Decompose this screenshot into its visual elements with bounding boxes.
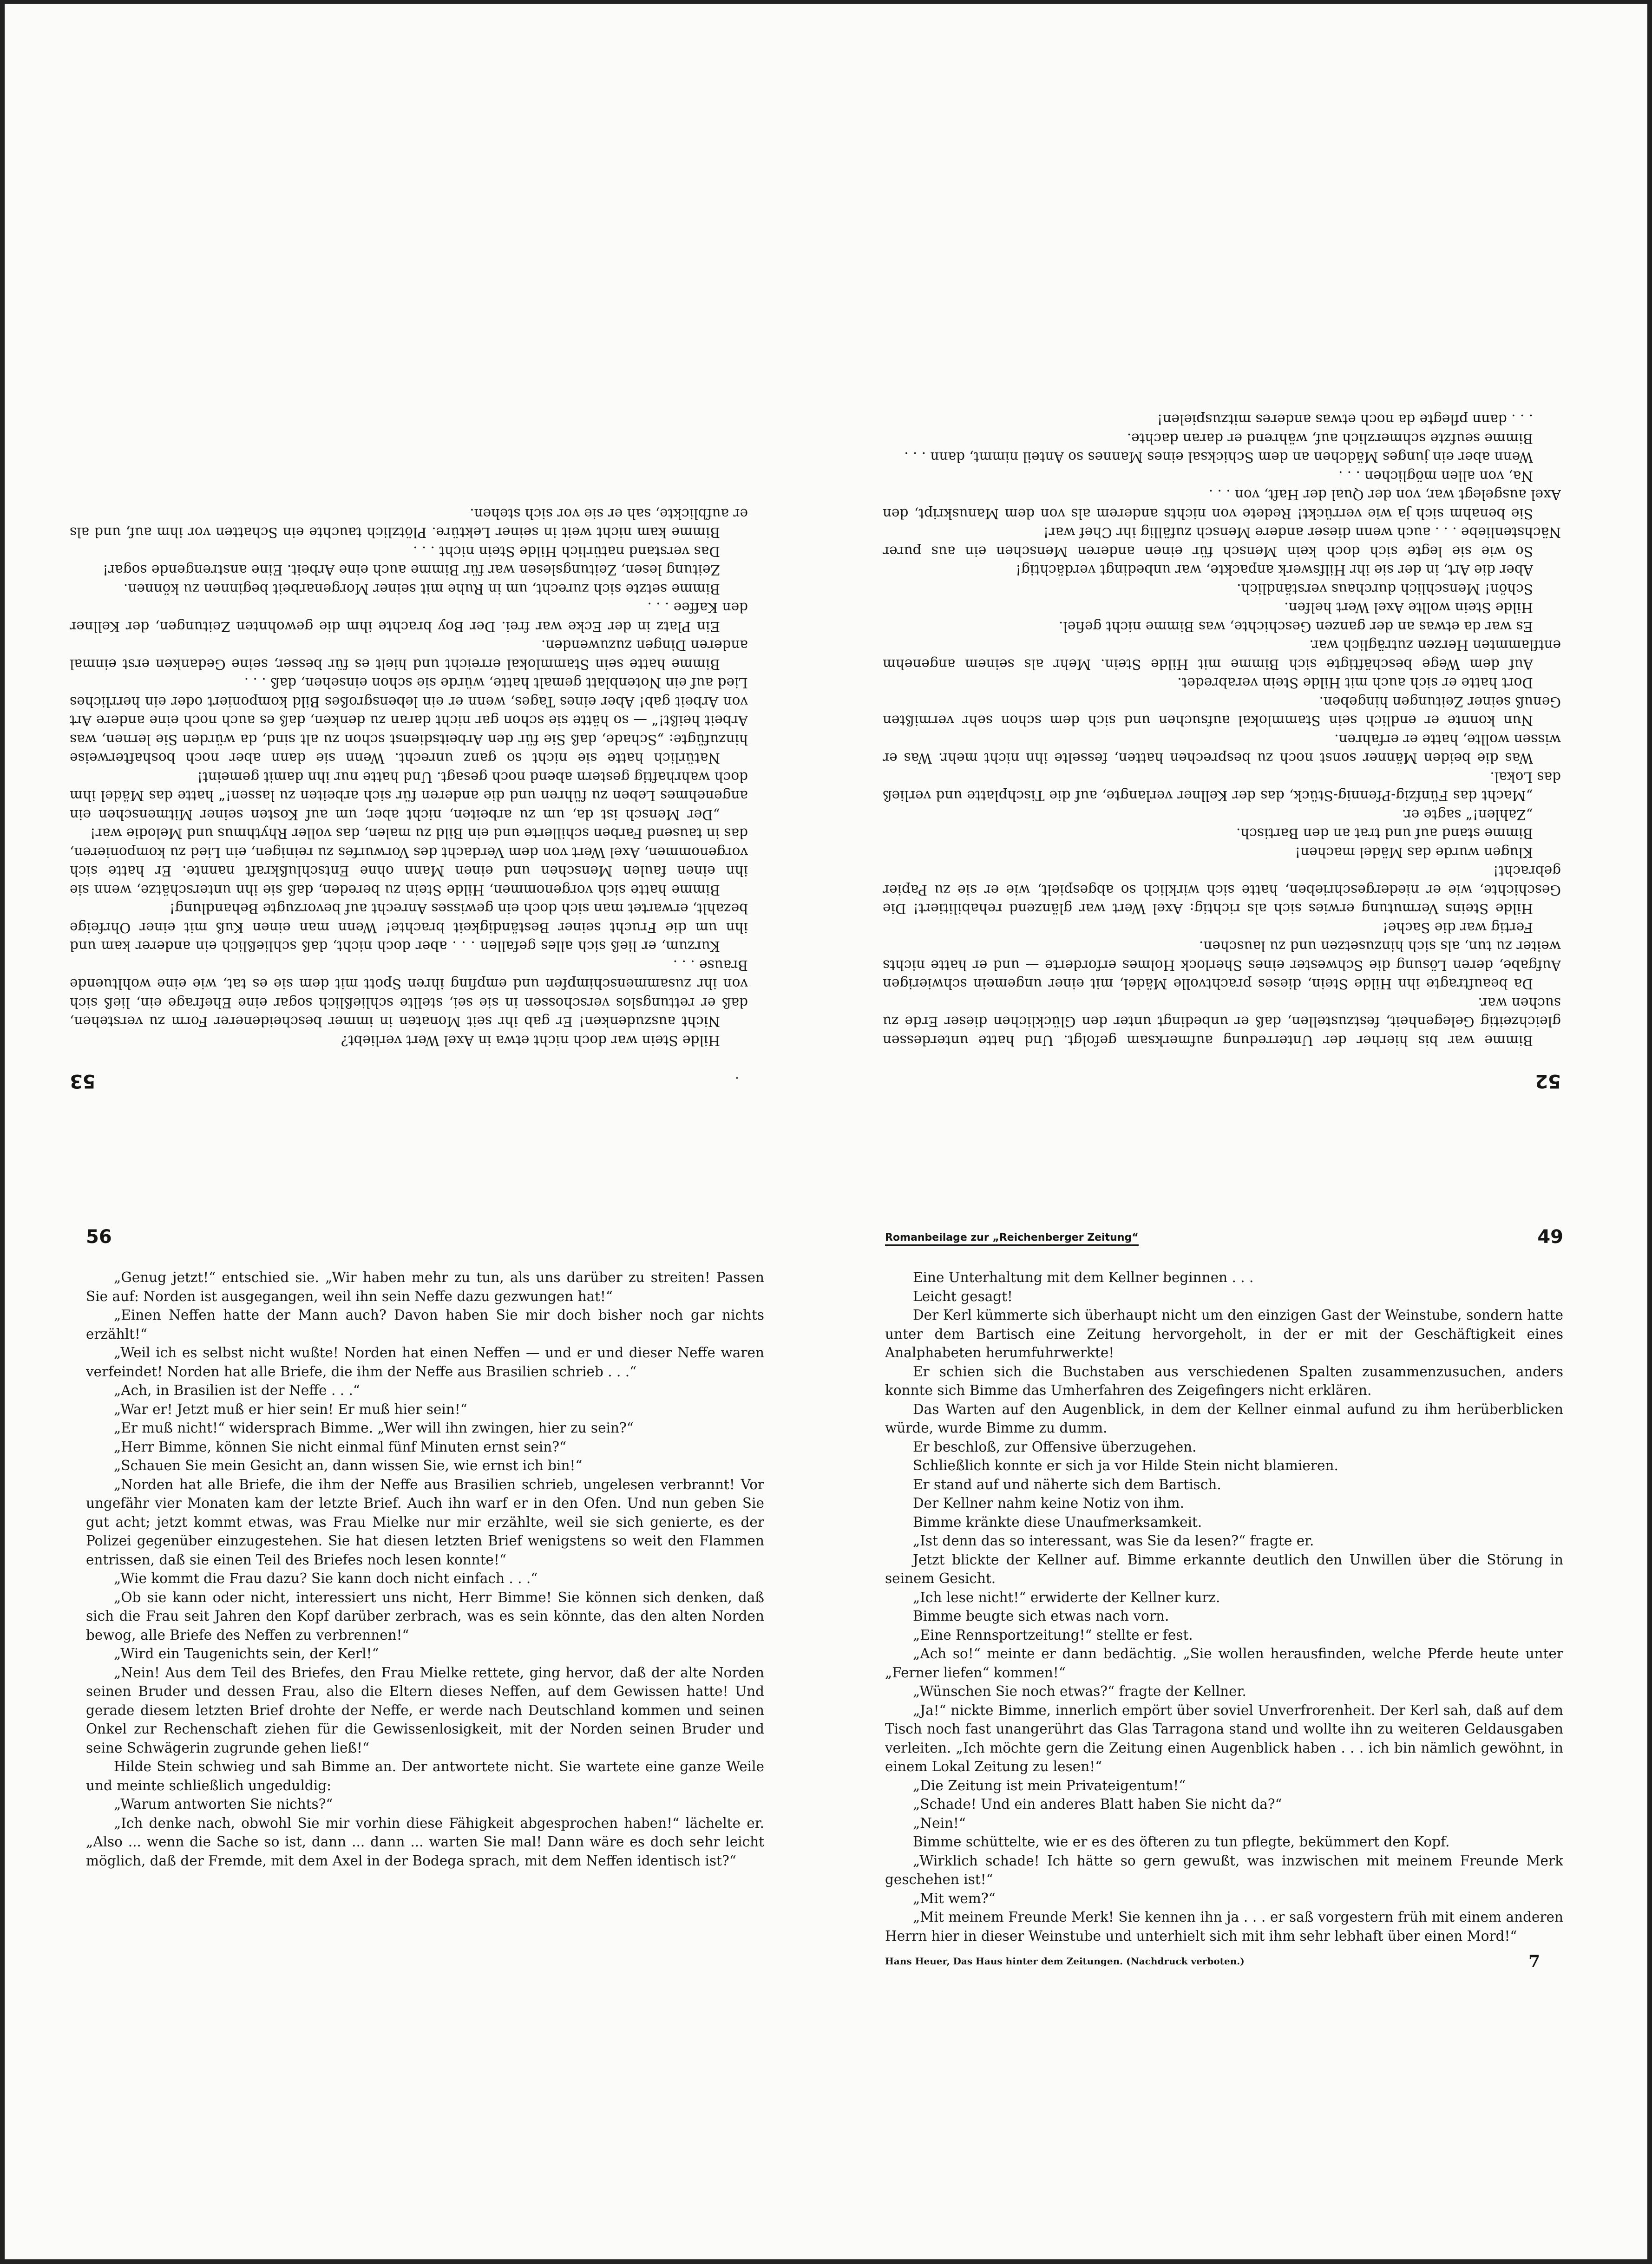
paragraph: „Genug jetzt!“ entschied sie. „Wir haben mehr zu tun, als uns darüber zu streiten! Passen Sie auf: Norden ist ausgegangen, weil ihn sein Neffe dazu gezwungen hat!“	[86, 1269, 764, 1304]
paragraph: Er stand auf und näherte sich dem Bartisch.	[913, 1476, 1221, 1492]
paragraph: Na, von allen möglichen . . .	[1338, 468, 1533, 484]
paragraph: Er schien sich die Buchstaben aus verschiedenen Spalten zusammenzusuchen, anders konnte sich Bimme das Umherfahren des Zeigefingers nicht erklären.	[885, 1363, 1563, 1398]
page-header	[70, 1064, 748, 1092]
page-53	[70, 116, 748, 1092]
paragraph: Bimme seufzte schmerzlich auf, während er daran dachte.	[1127, 431, 1533, 446]
signature-mark: 7	[1528, 1952, 1540, 1971]
page-header	[883, 1064, 1561, 1092]
paragraph: Nun konnte er endlich sein Stammlokal aufsuchen und sich dem schon sehr vermißten Genuß seiner Zeitungen hingeben.	[883, 694, 1561, 729]
paragraph: . . . dann pflegte da noch etwas anderes mitzuspielen!	[1157, 412, 1533, 428]
paragraph: Leicht gesagt!	[913, 1288, 1013, 1304]
paragraph: Jetzt blickte der Kellner auf. Bimme erkannte deutlich den Unwillen über die Störung in seinem Gesicht.	[885, 1551, 1563, 1586]
paragraph: Hilde Stein schwieg und sah Bimme an. Der antwortete nicht. Sie wartete eine ganze Weile und meinte schließlich ungeduldig:	[86, 1759, 764, 1793]
paragraph: Bimme schüttelte, wie er es des öfteren zu tun pflegte, bekümmert den Kopf.	[913, 1834, 1450, 1850]
paragraph: „Ob sie kann oder nicht, interessiert uns nicht, Herr Bimme! Sie können sich denken, daß sich die Frau seit Jahren den Kopf darüber zerbrach, was es sein könnte, das den alten Norden bewog, alle Briefe des Neffen zu verbrennen!“	[86, 1589, 764, 1643]
paragraph: Das Warten auf den Augenblick, in dem der Kellner einmal aufund zu ihm herüberblicken würde, wurde Bimme zu dumm.	[885, 1401, 1563, 1436]
paragraph: „Macht das Fünfzig-Pfennig-Stück, das der Kellner verlangte, auf die Tischplatte und verließ das Lokal.	[883, 769, 1561, 804]
paragraph: „Mit meinem Freunde Merk! Sie kennen ihn ja . . . er saß vorgestern früh mit einem anderen Herrn hier in dieser Weinstube und unterhielt sich mit ihm sehr lebhaft über einen Mord!“	[885, 1909, 1563, 1944]
paragraph: „Schauen Sie mein Gesicht an, dann wissen Sie, wie ernst ich bin!“	[114, 1458, 583, 1473]
paragraph: „War er! Jetzt muß er hier sein! Er muß hier sein!“	[114, 1401, 467, 1417]
page-49	[885, 1226, 1563, 2202]
paragraph: Kurzum, er ließ sich alles gefallen . . . aber doch nicht, daß schließlich ein anderer kam und ihn um die Frucht seiner Beständigkeit brachte! Wenn man einen Kuß mit einer Ohrfeige bezahlt, erwartet man sich doch ein gewisses Anrecht auf bevorzugte Behandlung!	[70, 901, 748, 955]
paragraph: Hilde Stein war doch nicht etwa in Axel Wert verliebt?	[341, 1033, 720, 1048]
paragraph: „Ist denn das so interessant, was Sie da lesen?“ fragte er.	[913, 1533, 1314, 1549]
paragraph: Bimme setzte sich zurecht, um in Ruhe mit seiner Morgenarbeit beginnen zu können.	[123, 581, 720, 597]
page-body	[883, 410, 1561, 1050]
paragraph: „Einen Neffen hatte der Mann auch? Davon haben Sie mir doch bisher noch gar nichts erzählt!“	[86, 1307, 764, 1342]
paragraph: Wenn aber ein junges Mädchen an dem Schicksal eines Mannes so Anteil nimmt, dann . . .	[904, 449, 1533, 465]
paragraph: „Zahlen!“ sagte er.	[1402, 807, 1533, 823]
page-body	[885, 1268, 1563, 1945]
paragraph: Bimme kam nicht weit in seiner Lektüre. Plötzlich tauchte ein Schatten vor ihm auf, und als er aufblickte, sah er sie vor sich stehen.	[70, 506, 748, 541]
paragraph: „Wird ein Taugenichts sein, der Kerl!“	[114, 1646, 379, 1662]
paragraph: „Norden hat alle Briefe, die ihm der Neffe aus Brasilien schrieb, ungelesen verbrannt! Vor ungefähr vier Monaten kam der letzte Brief. Auch ihn warf er in den Ofen. Und nun geben Sie gut acht; jetzt kommt etwas, was Frau Mielke nur mir erzählte, weil sie sich genierte, es der Polizei gegenüber einzugestehen. Sie hat diesen letzten Brief wenigstens so weit den Flammen entrissen, daß sie einen Teil des Briefes noch lesen konnte!“	[86, 1476, 764, 1568]
paragraph: Aber die Art, in der sie ihr Hilfswerk anpackte, war unbedingt verdächtig!	[1016, 562, 1533, 578]
paragraph: „Ich lese nicht!“ erwiderte der Kellner kurz.	[913, 1589, 1220, 1605]
paragraph: Schön! Menschlich durchaus verständlich.	[1237, 581, 1533, 597]
paragraph: Nicht auszudenken! Er gab ihr seit Monaten in immer bescheidenerer Form zu verstehen, daß er rettungslos verschossen in sie sei, stellte schließlich sogar eine Ehefrage ein, ließ sich von ihr zusammenschimpfen und empfing ihren Spott mit dem sie es tat, wie eine wohltuende Brause . . .	[70, 957, 748, 1030]
paragraph: „Ich denke nach, obwohl Sie mir vorhin diese Fähigkeit abgesprochen haben!“ lächelte er. „Also ... wenn die Sache so ist, dann ... dann ... warten Sie mal! Dann wäre es doch sehr leicht möglich, daß der Fremde, mit dem Axel in der Bodega sprach, mit dem Neffen identisch ist?“	[86, 1815, 764, 1869]
paragraph: Bimme hatte sich vorgenommen, Hilde Stein zu bereden, daß sie ihn unterschätze, wenn sie ihn einen faulen Menschen und einen Mann ohne Entschlußkraft nannte. Er hatte sich vorgenommen, Axel Wert von dem Verdacht des Vorwurfes zu reinigen, ein Lied zu komponieren, das in tausend Farben schillerte und ein Bild zu malen, das voller Rhythmus und Melodie war!	[70, 825, 748, 898]
paragraph: „Weil ich es selbst nicht wußte! Norden hat einen Neffen — und er und dieser Neffe waren verfeindet! Norden hat alle Briefe, die ihm der Neffe aus Brasilien schrieb . . .“	[86, 1345, 764, 1380]
page-body	[70, 504, 748, 1050]
paragraph: Es war da etwas an der ganzen Geschichte, was Bimme nicht gefiel.	[1059, 619, 1533, 635]
paragraph: Zeitung lesen, Zeitungslesen war für Bimme auch eine Arbeit. Eine anstrengende sogar!	[103, 562, 720, 578]
paragraph: „Der Mensch ist da, um zu arbeiten, nicht aber, um auf Kosten seiner Mitmenschen ein angenehmes Leben zu führen und die anderen für sich arbeiten zu lassen!“ hatte das Mädel ihm doch wahrhaftig gestern abend noch gesagt. Und hatte nur ihn damit gemeint!	[70, 769, 748, 823]
paragraph: Hilde Stein wollte Axel Wert helfen.	[1284, 600, 1533, 616]
paragraph: „Er muß nicht!“ widersprach Bimme. „Wer will ihn zwingen, hier zu sein?“	[114, 1420, 634, 1436]
paragraph: „Die Zeitung ist mein Privateigentum!“	[913, 1777, 1186, 1793]
paragraph: Auf dem Wege beschäftigte sich Bimme mit Hilde Stein. Mehr als seinem angenehm entflammten Herzen zuträglich war.	[883, 637, 1561, 672]
page-52	[883, 116, 1561, 1092]
page-number: 52	[1535, 1070, 1561, 1092]
paragraph: Fertig war die Sache!	[1382, 920, 1533, 936]
running-head: Romanbeilage zur „Reichenberger Zeitung“	[885, 1232, 1139, 1246]
footer-credit: Hans Heuer, Das Haus hinter dem Zeitungen. (Nachdruck verboten.)	[885, 1956, 1245, 1967]
page-header	[86, 1226, 764, 1254]
page-number: 56	[86, 1226, 112, 1248]
paragraph: Der Kellner nahm keine Notiz von ihm.	[913, 1495, 1185, 1511]
page-header	[885, 1226, 1563, 1254]
paragraph: „Herr Bimme, können Sie nicht einmal fünf Minuten ernst sein?“	[114, 1439, 567, 1455]
page-number: 49	[1537, 1226, 1563, 1248]
paragraph: Bimme beugte sich etwas nach vorn.	[913, 1608, 1169, 1624]
paragraph: Das verstand natürlich Hilde Stein nicht . . .	[413, 543, 720, 559]
paragraph: Natürlich hatte sie nicht so ganz unrecht. Wenn sie dann aber noch boshafterweise hinzufügte: „Schade, daß Sie für den Arbeitsdienst schon zu alt sind, da würden Sie lernen, was Arbeit heißt!“ — so hätte sie schon gar nicht daran zu denken, daß es auch noch eine andere Art von Arbeit gab! Aber eines Tages, wenn er ein lebensgroßes Bild komponiert oder ein herrliches Lied auf ein Notenblatt gemalt hatte, würde sie schon einsehen, daß . . .	[70, 675, 748, 766]
paragraph: „Wünschen Sie noch etwas?“ fragte der Kellner.	[913, 1683, 1246, 1699]
paragraph: „Ach, in Brasilien ist der Neffe . . .“	[114, 1382, 360, 1398]
paragraph: „Mit wem?“	[913, 1890, 996, 1906]
paragraph: Was die beiden Männer sonst noch zu besprechen hatten, fesselte ihn nicht mehr. Was er wissen wollte, hatte er erfahren.	[883, 732, 1561, 766]
paragraph: Ein Platz in der Ecke war frei. Der Boy brachte ihm die gewohnten Zeitungen, der Kellner den Kaffee . . .	[70, 600, 748, 635]
paragraph: „Nein!“	[913, 1815, 966, 1831]
scan-edge-left	[0, 0, 5, 2264]
paragraph: Bimme kränkte diese Unaufmerksamkeit.	[913, 1514, 1202, 1530]
paragraph: Sie benahm sich ja wie verrückt! Redete von nichts anderem als von dem Manuskript, den Axel ausgelegt war, von der Qual der Haft, von . . .	[883, 487, 1561, 522]
page-56	[86, 1226, 764, 2202]
paragraph: „Warum antworten Sie nichts?“	[114, 1796, 333, 1812]
page-footer	[885, 1952, 1563, 1975]
paragraph: Bimme hatte sein Stammlokal erreicht und hielt es für besser, seine Gedanken erst einmal anderen Dingen zuzuwenden.	[70, 637, 748, 672]
paragraph: Er beschloß, zur Offensive überzugehen.	[913, 1439, 1197, 1455]
scan-edge-bottom	[0, 2259, 1652, 2264]
paragraph: „Nein! Aus dem Teil des Briefes, den Frau Mielke rettete, ging hervor, daß der alte Norden seinen Bruder und dessen Frau, also die Eltern dieses Neffen, auf dem Gewissen hatte! Und gerade diesem letzten Brief drohte der Neffe, er werde nach Deutschland kommen und seinen Onkel zur Rechenschaft ziehen für die Gewissenlosigkeit, mit der Norden seinen Bruder und seine Schwägerin zugrunde gehen ließ!“	[86, 1664, 764, 1756]
paragraph: „Schade! Und ein anderes Blatt haben Sie nicht da?“	[913, 1796, 1282, 1812]
paragraph: Bimme stand auf und trat an den Bartisch.	[1236, 825, 1533, 842]
scan-edge-right	[1647, 0, 1652, 2264]
page-number: 53	[70, 1070, 96, 1092]
paragraph: „Wie kommt die Frau dazu? Sie kann doch nicht einfach . . .“	[114, 1570, 538, 1586]
paragraph: Schließlich konnte er sich ja vor Hilde Stein nicht blamieren.	[913, 1458, 1338, 1473]
paragraph: „Wirklich schade! Ich hätte so gern gewußt, was inzwischen mit meinem Freunde Merk geschehen ist!“	[885, 1852, 1563, 1887]
paragraph: Hilde Steins Vermutung erwies sich als richtig: Axel Wert war glänzend rehabilitiert! Die Geschichte, wie er niedergeschrieben, hatte sich wirklich so abgespielt, wie er sie zu Papier gebracht!	[883, 863, 1561, 917]
paragraph: Bimme war bis hierher der Unterredung aufmerksam gefolgt. Und hatte unterdessen gleichzeitig Gelegenheit, festzustellen, daß er unbedingt unter den Glücklichen dieser Erde zu suchen war.	[883, 995, 1561, 1048]
paragraph: Eine Unterhaltung mit dem Kellner beginnen . . .	[913, 1269, 1254, 1285]
paragraph: „Ach so!“ meinte er dann bedächtig. „Sie wollen herausfinden, welche Pferde heute unter „Ferner liefen“ kommen!“	[885, 1646, 1563, 1681]
paragraph: „Eine Rennsportzeitung!“ stellte er fest.	[913, 1627, 1193, 1643]
scan-edge-top	[0, 0, 1652, 4]
page-body	[86, 1268, 764, 1870]
paragraph: Dort hatte er sich auch mit Hilde Stein verabredet.	[1177, 675, 1533, 691]
paragraph: So wie sie legte sich doch kein Mensch für einen anderen Menschen ein aus purer Nächstenliebe . . . auch wenn dieser andere Mensch zufällig ihr Chef war!	[883, 524, 1561, 559]
paragraph: Da beauftragte ihn Hilde Stein, dieses prachtvolle Mädel, mit einer ungemein schwierigen Aufgabe, deren Lösung die Schwester eines Sherlock Holmes erforderte — und er hatte nichts weiter zu tun, als sich hinzusetzen und zu lauschen.	[883, 938, 1561, 992]
paragraph: „Ja!“ nickte Bimme, innerlich empört über soviel Unverfrorenheit. Der Kerl sah, daß auf dem Tisch noch fast unangerührt das Glas Tarragona stand und wollte ihn zu weiteren Geldausgaben verleiten. „Ich möchte gern die Zeitung einen Augenblick haben . . . ich bin nämlich gewöhnt, in einem Lokal Zeitung zu lesen!“	[885, 1702, 1563, 1774]
paragraph: Klugen wurde das Mädel machen!	[1295, 844, 1533, 860]
paragraph: Der Kerl kümmerte sich überhaupt nicht um den einzigen Gast der Weinstube, sondern hatte unter dem Bartisch eine Zeitung hervorgeholt, in der er mit der Geschäftigkeit eines Analphabeten herumfuhrwerkte!	[885, 1307, 1563, 1361]
